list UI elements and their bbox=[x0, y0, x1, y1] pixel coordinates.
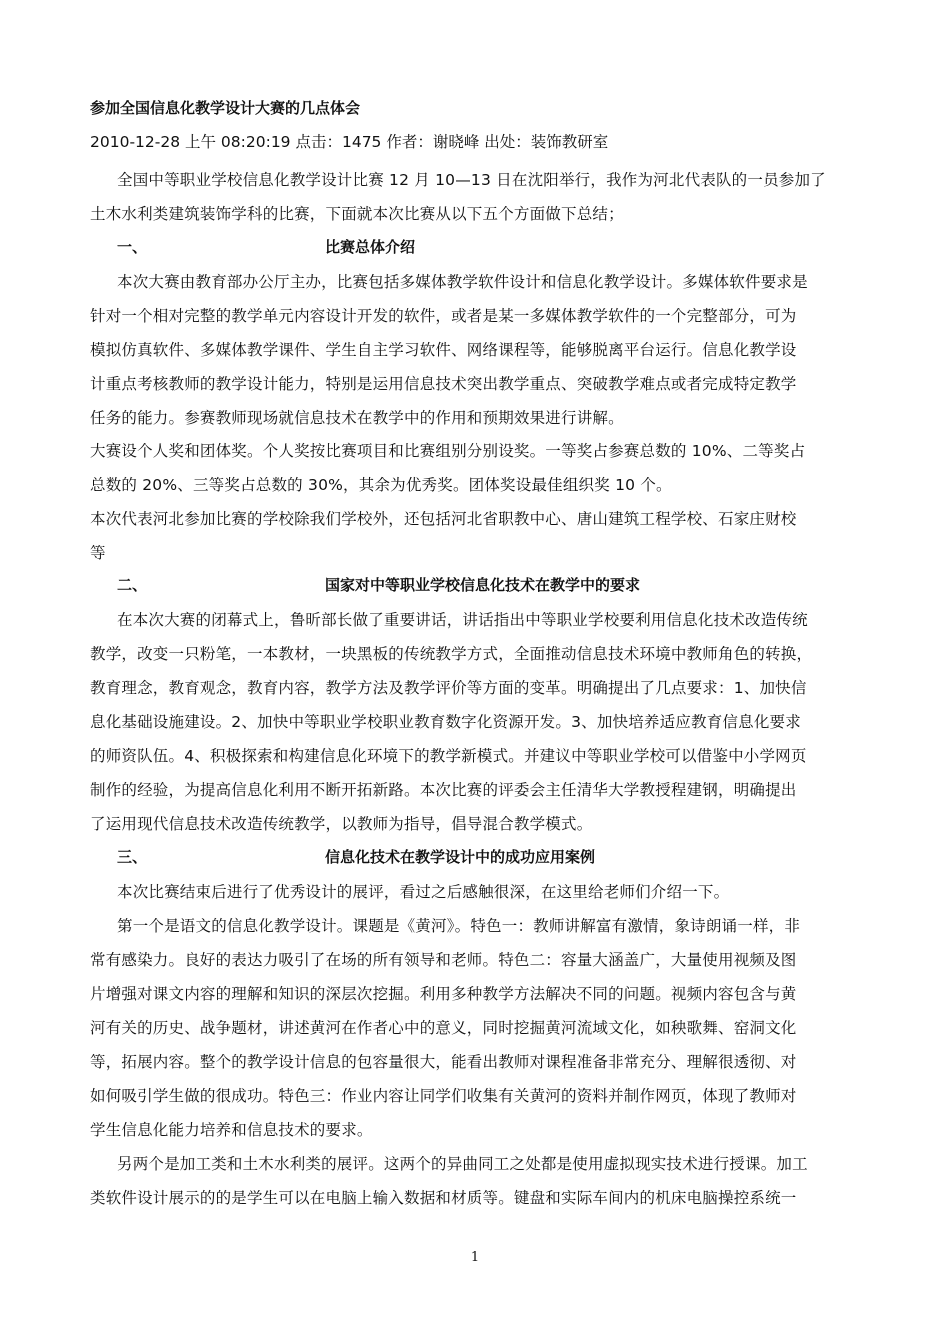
section-number: 三、 bbox=[117, 848, 148, 866]
paragraph-line: 在本次大赛的闭幕式上，鲁昕部长做了重要讲话，讲话指出中等职业学校要利用信息化技术改造传统 bbox=[117, 611, 808, 629]
paragraph-line: 第一个是语文的信息化教学设计。课题是《黄河》。特色一：教师讲解富有激情，象诗朗诵一样，非 bbox=[117, 917, 801, 935]
paragraph-line: 了运用现代信息技术改造传统教学，以教师为指导，倡导混合教学模式。 bbox=[90, 815, 593, 833]
section-number: 一、 bbox=[117, 238, 148, 256]
paragraph-line: 教学，改变一只粉笔，一本教材，一块黑板的传统教学方式，全面推动信息技术环境中教师角色的转换， bbox=[90, 645, 813, 663]
paragraph-line: 本次大赛由教育部办公厅主办，比赛包括多媒体教学软件设计和信息化教学设计。多媒体软件要求是 bbox=[117, 273, 808, 291]
paragraph-line: 片增强对课文内容的理解和知识的深层次挖掘。利用多种教学方法解决不同的问题。视频内容包含与黄 bbox=[90, 985, 797, 1003]
paragraph-line: 大赛设个人奖和团体奖。个人奖按比赛项目和比赛组别分别设奖。一等奖占参赛总数的 10%、二等奖占 bbox=[90, 442, 806, 460]
paragraph-line: 计重点考核教师的教学设计能力，特别是运用信息技术突出教学重点、突破教学难点或者完成特定教学 bbox=[90, 375, 797, 393]
paragraph-line: 任务的能力。参赛教师现场就信息技术在教学中的作用和预期效果进行讲解。 bbox=[90, 409, 624, 427]
page-number: 1 bbox=[470, 1250, 480, 1265]
section-heading: 国家对中等职业学校信息化技术在教学中的要求 bbox=[325, 576, 641, 594]
paragraph-line: 针对一个相对完整的教学单元内容设计开发的软件，或者是某一多媒体教学软件的一个完整部分，可为 bbox=[90, 307, 797, 325]
paragraph-line: 如何吸引学生做的很成功。特色三：作业内容让同学们收集有关黄河的资料并制作网页，体现了教师对 bbox=[90, 1087, 797, 1105]
paragraph-line: 息化基础设施建设。2、加快中等职业学校职业教育数字化资源开发。3、加快培养适应教育信息化要求 bbox=[90, 713, 801, 731]
paragraph-line: 另两个是加工类和土木水利类的展评。这两个的异曲同工之处都是使用虚拟现实技术进行授课。加工 bbox=[117, 1155, 808, 1173]
section-heading: 信息化技术在教学设计中的成功应用案例 bbox=[325, 848, 596, 866]
paragraph-line: 等，拓展内容。整个的教学设计信息的包容量很大，能看出教师对课程准备非常充分、理解很透彻、对 bbox=[90, 1053, 797, 1071]
article-meta: 2010-12-28 上午 08:20:19 点击：1475 作者：谢晓峰 出处：装饰教研室 bbox=[90, 133, 609, 151]
paragraph-line: 类软件设计展示的的是学生可以在电脑上输入数据和材质等。键盘和实际车间内的机床电脑操控系统一 bbox=[90, 1189, 797, 1207]
paragraph-line: 本次比赛结束后进行了优秀设计的展评，看过之后感触很深，在这里给老师们介绍一下。 bbox=[117, 883, 730, 901]
section-number: 二、 bbox=[117, 576, 148, 594]
paragraph-line: 学生信息化能力培养和信息技术的要求。 bbox=[90, 1121, 373, 1139]
paragraph-line: 总数的 20%、三等奖占总数的 30%，其余为优秀奖。团体奖设最佳组织奖 10 个。 bbox=[90, 476, 672, 494]
paragraph-line: 常有感染力。良好的表达力吸引了在场的所有领导和老师。特色二：容量大涵盖广，大量使用视频及图 bbox=[90, 951, 797, 969]
paragraph-line: 土木水利类建筑装饰学科的比赛，下面就本次比赛从以下五个方面做下总结； bbox=[90, 205, 624, 223]
paragraph-line: 本次代表河北参加比赛的学校除我们学校外，还包括河北省职教中心、唐山建筑工程学校、石家庄财校 bbox=[90, 510, 797, 528]
paragraph-line: 等 bbox=[90, 544, 106, 562]
article-title: 参加全国信息化教学设计大赛的几点体会 bbox=[90, 99, 361, 117]
paragraph-line: 全国中等职业学校信息化教学设计比赛 12 月 10—13 日在沈阳举行，我作为河北代表队的一员参加了 bbox=[117, 171, 826, 189]
paragraph-line: 的师资队伍。4、积极探索和构建信息化环境下的教学新模式。并建议中等职业学校可以借鉴中小学网页 bbox=[90, 747, 807, 765]
paragraph-line: 制作的经验，为提高信息化利用不断开拓新路。本次比赛的评委会主任清华大学教授程建钢，明确提出 bbox=[90, 781, 797, 799]
section-heading: 比赛总体介绍 bbox=[325, 238, 416, 256]
paragraph-line: 模拟仿真软件、多媒体教学课件、学生自主学习软件、网络课程等，能够脱离平台运行。信息化教学设 bbox=[90, 341, 797, 359]
paragraph-line: 教育理念，教育观念，教育内容，教学方法及教学评价等方面的变革。明确提出了几点要求：1、加快信 bbox=[90, 679, 807, 697]
paragraph-line: 河有关的历史、战争题材，讲述黄河在作者心中的意义，同时挖掘黄河流域文化，如秧歌舞、窑洞文化 bbox=[90, 1019, 797, 1037]
